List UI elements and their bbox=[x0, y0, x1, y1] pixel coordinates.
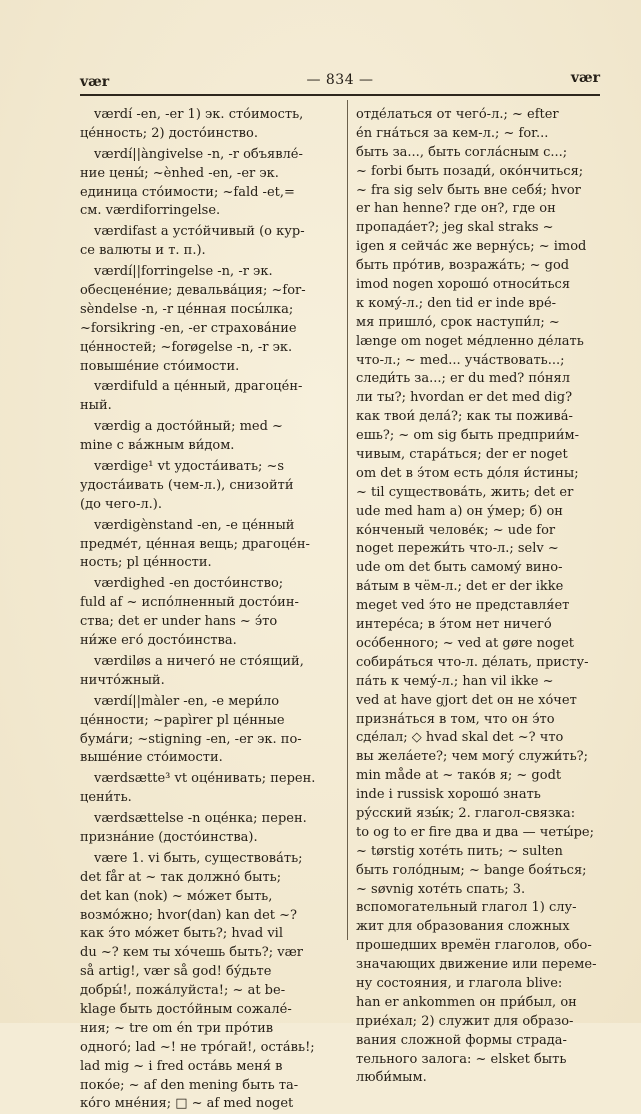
text-line: выше́ние сто́имости. bbox=[80, 750, 223, 766]
text-line: klage быть досто́йным сожале́- bbox=[80, 1001, 292, 1017]
text-line: fuld af ~ испо́лненный досто́ин- bbox=[80, 595, 299, 611]
text-line: værdsætte³ vt оце́нивать; перен. bbox=[94, 771, 316, 787]
text-line: værdifuld a це́нный, драгоце́н- bbox=[94, 379, 303, 395]
text-line: være 1. vi быть, существова́ть; bbox=[94, 850, 303, 866]
text-line: ный. bbox=[80, 398, 112, 414]
text-line: сде́лал; ◇ hvad skal det ~? что bbox=[356, 730, 564, 746]
text-line: поко́е; ~ af den mening быть та- bbox=[80, 1077, 299, 1093]
text-line: værdí||àngivelse -n, -r объявле́- bbox=[94, 146, 303, 162]
text-line: се валюты и т. п.). bbox=[80, 243, 206, 259]
text-line: værdiløs a ничего́ не сто́ящий, bbox=[94, 653, 304, 669]
text-line: du ~? кем ты хо́чешь быть?; vær bbox=[80, 945, 303, 961]
text-line: ~ til существова́ть, жить; det er bbox=[356, 484, 574, 500]
text-line: отде́латься от чего́-л.; ~ efter bbox=[356, 107, 559, 122]
text-line: så artig!, vær så god! бу́дьте bbox=[80, 964, 272, 980]
text-line: ко́нченый челове́к; ~ ude for bbox=[356, 522, 556, 538]
text-line: længe om noget ме́дленно де́лать bbox=[356, 333, 584, 349]
text-line: прие́хал; 2) служит для образо- bbox=[356, 1013, 574, 1029]
column-divider bbox=[347, 100, 348, 940]
text-line: ни́же его́ досто́инства. bbox=[80, 633, 237, 649]
text-line: ude om det быть самому́ вино- bbox=[356, 560, 563, 576]
text-line: ва́тым в чём-л.; det er der ikke bbox=[356, 579, 564, 595]
page-number: — 834 — bbox=[306, 72, 374, 88]
text-line: værdigènstand -en, -e це́нный bbox=[94, 517, 295, 533]
text-line: ли ты?; hvordan er det med dig? bbox=[356, 390, 573, 406]
text-line: к кому́-л.; den tid er inde вре́- bbox=[356, 295, 557, 311]
header-rule bbox=[80, 94, 600, 96]
text-line: следи́ть за...; er du med? по́нял bbox=[356, 371, 570, 387]
text-line: прошедших времён глаголов, обо- bbox=[356, 938, 592, 954]
text-line: ~ søvnig хоте́ть спать; 3. bbox=[356, 881, 526, 897]
text-line: пропада́ет?; jeg skal straks ~ bbox=[356, 220, 554, 236]
text-line: це́нность; 2) досто́инство. bbox=[80, 125, 258, 141]
text-line: возмо́жно; hvor(dan) kan det ~? bbox=[80, 907, 297, 923]
text-line: повыше́ние сто́имости. bbox=[80, 358, 240, 374]
text-line: цени́ть. bbox=[80, 790, 132, 806]
text-line: det kan (nok) ~ мо́жет быть, bbox=[80, 888, 273, 904]
text-line: sèndelse -n, -r це́нная посы́лка; bbox=[80, 301, 294, 317]
text-line: вспомогательный глагол 1) слу- bbox=[356, 900, 577, 916]
text-line: om det в э́том есть до́ля и́стины; bbox=[356, 465, 579, 481]
text-line: удоста́ивать (чем-л.), снизойти́ bbox=[80, 477, 294, 493]
text-line: to og to er fire два и два — четы́ре; bbox=[356, 824, 594, 840]
text-line: værdifast a усто́йчивый (о кур- bbox=[94, 224, 305, 240]
text-line: ~ fra sig selv быть вне себя́; hvor bbox=[356, 182, 581, 198]
text-line: ude med ham а) он у́мер; б) он bbox=[356, 503, 563, 519]
text-line: ру́сский язы́к; 2. глагол-связка: bbox=[356, 805, 576, 821]
text-line: как твои́ дела́?; как ты пожива́- bbox=[356, 409, 573, 425]
text-line: быть голо́дным; ~ bange боя́ться; bbox=[356, 862, 587, 878]
text-line: вания сложной формы страда- bbox=[356, 1032, 567, 1048]
text-line: па́ть к чему́-л.; han vil ikke ~ bbox=[356, 673, 554, 689]
text-line: ность; pl це́нности. bbox=[80, 555, 212, 571]
text-line: ния; ~ tre om én три про́тив bbox=[80, 1020, 274, 1036]
text-line: værdí||màler -en, -e мери́ло bbox=[94, 693, 280, 709]
text-line: собира́ться что-л. де́лать, присту- bbox=[356, 654, 589, 670]
text-line: mine с ва́жным ви́дом. bbox=[80, 438, 235, 454]
left-column bbox=[80, 106, 342, 1114]
text-line: værdí -en, -er 1) эк. сто́имость, bbox=[94, 107, 304, 122]
text-line: предме́т, це́нная вещь; драгоце́н- bbox=[80, 536, 310, 552]
text-line: det får at ~ так должно́ быть; bbox=[80, 869, 282, 885]
text-line: це́нностей; ~forøgelse -n, -r эк. bbox=[80, 339, 293, 355]
text-line: min måde at ~ тако́в я; ~ godt bbox=[356, 768, 562, 784]
text-line: мя пришло́, срок наступи́л; ~ bbox=[356, 314, 560, 330]
text-line: быть за..., быть согла́сным с...; bbox=[356, 144, 568, 160]
text-line: бума́ги; ~stigning -en, -er эк. по- bbox=[80, 731, 302, 747]
text-line: осо́бенного; ~ ved at gøre noget bbox=[356, 635, 575, 651]
text-line: значающих движение или переме- bbox=[356, 957, 597, 973]
text-line: imod nogen хорошо́ относи́ться bbox=[356, 277, 571, 293]
text-line: meget ved э́то не представля́ет bbox=[356, 598, 570, 614]
text-line: интере́са; в э́том нет ничего́ bbox=[356, 617, 552, 633]
text-line: inde i russisk хорошо́ знать bbox=[356, 787, 541, 803]
text-line: обесцене́ние; девальва́ция; ~for- bbox=[80, 283, 306, 299]
text-line: værdsættelse -n оце́нка; перен. bbox=[94, 811, 307, 827]
text-line: тельного залога: ~ elsket быть bbox=[356, 1051, 567, 1067]
text-line: ничто́жный. bbox=[80, 672, 165, 688]
text-line: призна́ние (досто́инства). bbox=[80, 829, 258, 845]
header-right-headword: vær bbox=[570, 70, 600, 86]
text-line: værdighed -en досто́инство; bbox=[94, 576, 284, 592]
text-line: værdí||forringelse -n, -r эк. bbox=[94, 264, 273, 280]
text-line: er han henne? где он?, где он bbox=[356, 201, 556, 217]
text-line: lad mig ~ i fred оста́вь меня́ в bbox=[80, 1058, 283, 1074]
text-line: добры́!, пожа́луйста!; ~ at be- bbox=[80, 983, 286, 999]
text-line: han er ankommen он при́был, он bbox=[356, 994, 577, 1010]
text-line: ко́го мне́ния; □ ~ af med noget bbox=[80, 1096, 294, 1112]
header-left-headword: vær bbox=[80, 74, 110, 90]
text-line: noget пережи́ть что-л.; selv ~ bbox=[356, 541, 559, 557]
text-line: ну состояния, и глагола blive: bbox=[356, 975, 563, 991]
text-line: ства; det er under hans ~ э́то bbox=[80, 614, 278, 630]
text-line: жит для образования сложных bbox=[356, 919, 570, 935]
text-line: чивым, стара́ться; der er noget bbox=[356, 447, 568, 463]
text-line: én гна́ться за кем-л.; ~ for... bbox=[356, 125, 549, 141]
text-line: værdig a досто́йный; med ~ bbox=[94, 419, 283, 435]
text-line: ешь?; ~ om sig быть предприи́м- bbox=[356, 428, 580, 444]
text-line: быть про́тив, возража́ть; ~ god bbox=[356, 258, 570, 274]
text-line: см. værdiforringelse. bbox=[80, 203, 221, 219]
text-line: что-л.; ~ med... уча́ствовать...; bbox=[356, 352, 565, 368]
text-line: ~ forbi быть позади́, око́нчиться; bbox=[356, 163, 584, 179]
text-line: одного́; lad ~! не тро́гай!, оста́вь!; bbox=[80, 1039, 315, 1055]
page-header bbox=[80, 70, 600, 96]
text-line: це́нности; ~papìrer pl це́нные bbox=[80, 712, 285, 728]
text-line: ~ tørstig хоте́ть пить; ~ sulten bbox=[356, 843, 563, 859]
text-line: værdige¹ vt удоста́ивать; ~s bbox=[94, 459, 285, 475]
right-column bbox=[356, 106, 614, 1088]
text-line: ~forsikring -en, -er страхова́ние bbox=[80, 320, 297, 336]
text-line: единица сто́имости; ~fald -et,= bbox=[80, 184, 295, 200]
text-line: (до чего-л.). bbox=[80, 496, 162, 512]
text-line: ние цены́; ~ènhed -en, -er эк. bbox=[80, 165, 279, 181]
text-line: люби́мым. bbox=[356, 1070, 427, 1086]
text-line: как э́то мо́жет быть?; hvad vil bbox=[80, 926, 283, 942]
text-line: призна́ться в том, что он э́то bbox=[356, 711, 555, 727]
text-line: вы жела́ете?; чем могу́ служи́ть?; bbox=[356, 749, 589, 765]
text-line: ved at have gjort det он не хо́чет bbox=[356, 692, 577, 708]
text-line: igen я сейча́с же верну́сь; ~ imod bbox=[356, 239, 587, 255]
